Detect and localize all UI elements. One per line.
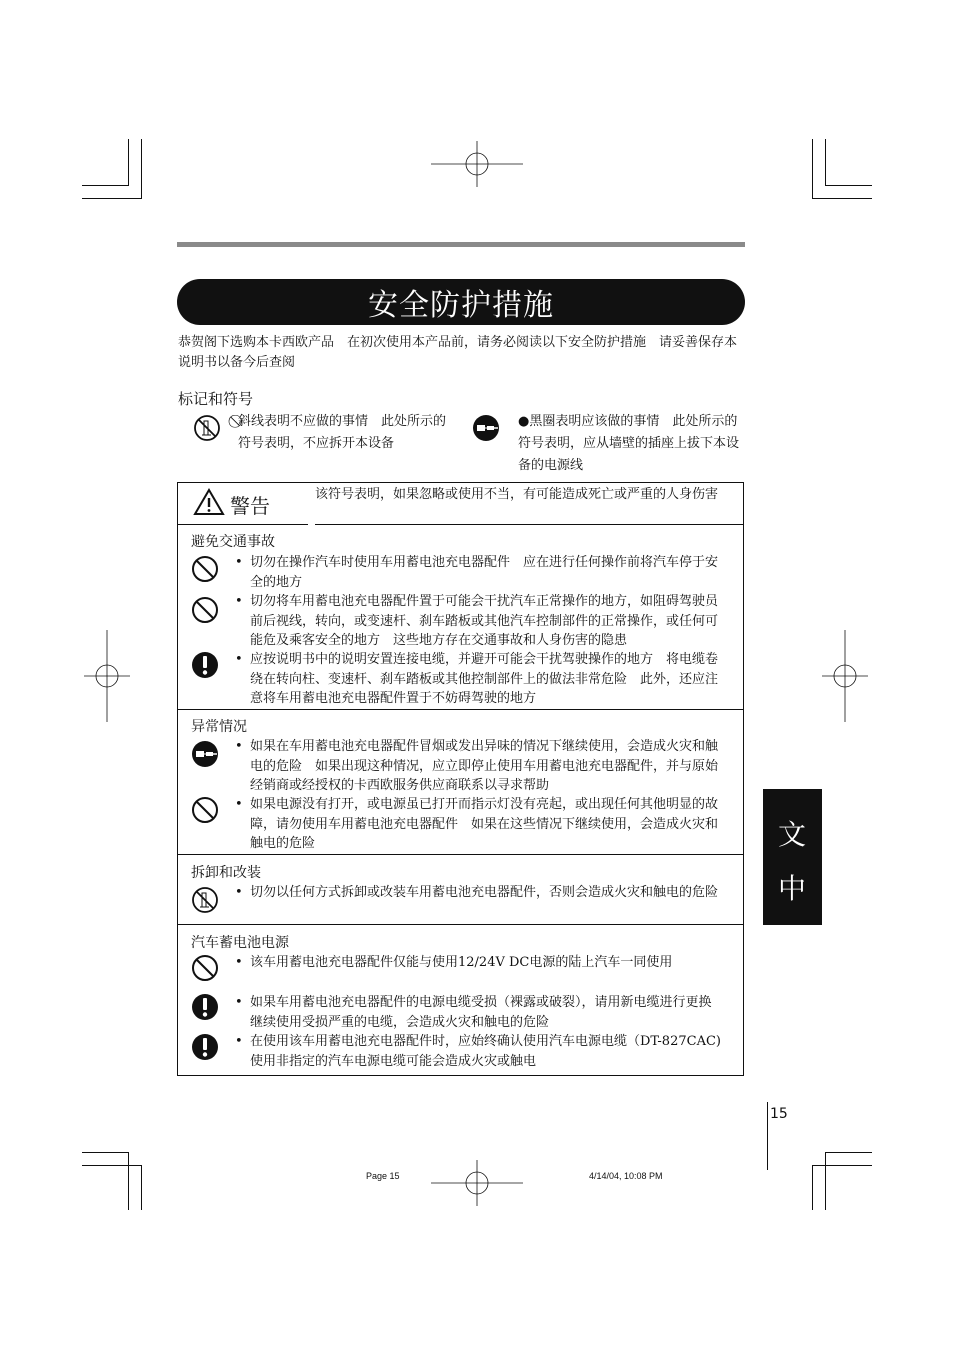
list-item — [235, 795, 730, 854]
crop-mark — [82, 1165, 142, 1166]
registration-mark-top — [431, 141, 523, 187]
bullet-dot: • — [235, 995, 243, 1010]
bullet-dot: • — [235, 555, 243, 570]
mandatory-icon — [191, 1033, 219, 1061]
list-item — [235, 592, 730, 651]
crop-mark — [812, 139, 813, 199]
section-divider — [178, 709, 743, 710]
warning-triangle-icon — [193, 488, 225, 516]
bullet-dot: • — [235, 885, 243, 900]
prohibited-icon — [191, 796, 219, 824]
crop-mark — [825, 1152, 872, 1153]
crop-mark — [82, 198, 142, 199]
mandatory-icon — [191, 651, 219, 679]
page-title-text: 安全防护措施 — [368, 288, 554, 323]
list-item-text: 切勿以任何方式拆卸或改装车用蓄电池充电器配件，否则会造成火灾和触电的危险 — [250, 885, 719, 900]
list-item-text: 如果车用蓄电池充电器配件的电源电缆受损（裸露或破裂），请用新电缆进行更换 继续使用受损严重的电缆，会造成火灾和触电的危险 — [250, 995, 725, 1030]
bullet-dot: • — [235, 739, 243, 754]
bullet-dot: • — [235, 594, 243, 609]
crop-mark — [812, 1165, 872, 1166]
bullet-dot: • — [235, 1034, 243, 1049]
section-title: 拆卸和改装 — [191, 865, 261, 881]
no-disassemble-icon — [191, 886, 219, 914]
crop-mark — [812, 198, 872, 199]
prohibited-icon — [191, 555, 219, 583]
section-title: 异常情况 — [191, 719, 247, 735]
crop-mark — [825, 1152, 826, 1210]
mandatory-icon — [191, 993, 219, 1021]
warning-label-cell — [178, 483, 308, 525]
crop-mark — [141, 1165, 142, 1210]
list-item-text: 切勿将车用蓄电池充电器配件置于可能会干扰汽车正常操作的地方，如阻碍驾驶员前后视线，转向，或变速杆、刹车踏板或其他汽车控制部件的正常操作，或任何可能危及乘客安全的地方 这些地方存在交通事故和人身伤害的隐患 — [250, 594, 719, 648]
prohibit-symbol-description: ⃠斜线表明不应做的事情 此处所示的符号表明，不应拆开本设备 — [238, 414, 447, 451]
list-item-text: 如果电源没有打开，或电源虽已打开而指示灯没有亮起，或出现任何其他明显的故障，请勿使用车用蓄电池充电器配件 如果在这些情况下继续使用，会造成火灾和触电的危险 — [250, 797, 719, 851]
language-tab-char: 文 — [778, 818, 807, 851]
crop-mark — [141, 139, 142, 199]
crop-mark — [82, 1152, 129, 1153]
list-item-text: 该车用蓄电池充电器配件仅能与使用12/24V DC电源的陆上汽车一同使用 — [250, 955, 673, 970]
registration-mark-left — [84, 630, 130, 722]
unplug-icon — [191, 740, 219, 768]
crop-mark — [128, 139, 129, 186]
registration-mark-bottom — [431, 1160, 523, 1206]
mandatory-symbol-description: ●黑圈表明应该做的事情 此处所示的符号表明，应从墙壁的插座上拔下本设备的电源线 — [518, 414, 740, 473]
list-item — [235, 883, 730, 903]
footer-page: Page 15 — [366, 1171, 400, 1181]
crop-mark — [82, 185, 129, 186]
warning-box — [177, 482, 744, 1076]
crop-mark — [812, 1165, 813, 1210]
list-item-text: 应按说明书中的说明安置连接电缆，并避开可能会干扰驾驶操作的地方 将电缆卷绕在转向柱、变速杆、刹车踏板或其他控制部件上的做法非常危险 此外，还应注意将车用蓄电池充电器配件置于不妨碍驾驶的地方 — [250, 652, 719, 706]
section-divider — [178, 924, 743, 925]
language-tab-char: 中 — [778, 872, 807, 905]
page-title — [177, 279, 745, 325]
unplug-icon — [472, 413, 500, 443]
list-item-text: 在使用该车用蓄电池充电器配件时，应始终确认使用汽车电源电缆（DT-827CAC) 使用非指定的汽车电源电缆可能会造成火灾或触电 — [250, 1034, 734, 1069]
bullet-dot: • — [235, 797, 243, 812]
list-item-text: 如果在车用蓄电池充电器配件冒烟或发出异味的情况下继续使用，会造成火灾和触电的危险 如果出现这种情况，应立即停止使用车用蓄电池充电器配件，并与原始经销商或经授权的卡西欧服务供应商联系以寻求帮助 — [250, 739, 719, 793]
top-rule — [177, 242, 745, 247]
bullet-dot: • — [235, 652, 243, 667]
language-tab — [763, 789, 822, 925]
intro-paragraph: 恭贺阁下选购本卡西欧产品 在初次使用本产品前，请务必阅读以下安全防护措施 请妥善保存本说明书以备今后查阅 — [178, 335, 738, 370]
bullet-dot: • — [235, 955, 243, 970]
list-item-text: 切勿在操作汽车时使用车用蓄电池充电器配件 应在进行任何操作前将汽车停于安全的地方 — [250, 555, 719, 590]
section-title: 避免交通事故 — [191, 534, 275, 550]
no-disassemble-icon — [193, 413, 221, 443]
warning-header — [178, 483, 743, 524]
marks-heading: 标记和符号 — [178, 390, 254, 408]
registration-mark-right — [822, 630, 868, 722]
section-divider — [178, 854, 743, 855]
crop-mark — [825, 139, 826, 186]
prohibited-icon — [191, 596, 219, 624]
page-number-rule — [767, 1102, 768, 1170]
list-item — [235, 737, 730, 796]
list-item — [235, 993, 730, 1032]
page-number: 15 — [770, 1106, 788, 1122]
section-title: 汽车蓄电池电源 — [191, 935, 289, 951]
list-item — [235, 1032, 734, 1071]
list-item — [235, 553, 730, 592]
list-item — [235, 650, 730, 709]
list-item — [235, 953, 730, 973]
warning-description: 该符号表明，如果忽略或使用不当，有可能造成死亡或严重的人身伤害 — [315, 485, 743, 525]
crop-mark — [825, 185, 872, 186]
footer-timestamp: 4/14/04, 10:08 PM — [589, 1171, 663, 1181]
warning-label: 警告 — [230, 494, 270, 518]
prohibited-icon — [191, 954, 219, 982]
crop-mark — [128, 1152, 129, 1210]
